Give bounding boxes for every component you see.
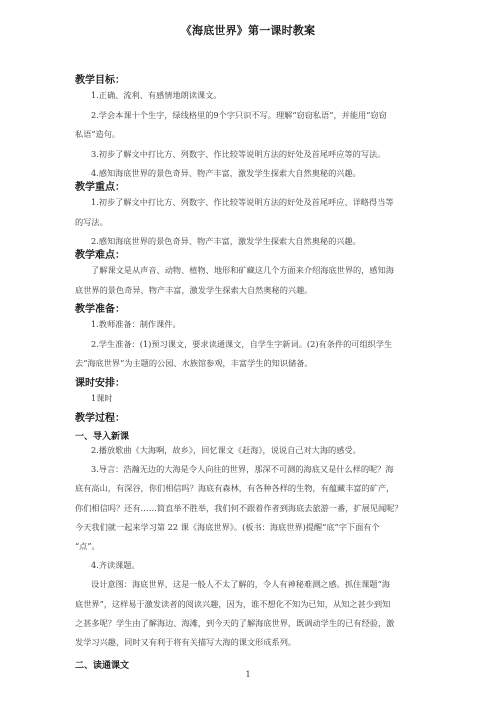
prep-line: 1.教师准备：制作课件。: [91, 319, 181, 329]
heading-prep: 教学准备：: [75, 304, 125, 315]
key-line: 1.初步了解文中打比方、列数字、作比较等说明方法的好处及首尾呼应、详略得当等: [91, 197, 394, 207]
key-line: 的写法。: [75, 216, 108, 227]
process-line: 你们相信吗？还有……简直举不胜举，我们何不跟着作者到海底去旅游一番，扩展见闻呢？: [75, 502, 403, 513]
difficulty-line: 了解课文是从声音、动物、植物、地形和矿藏这几个方面来介绍海底世界的，感知海: [91, 265, 394, 275]
process-line: 发学习兴趣，同时又有利于将有关描写大海的课文形成系列。: [75, 637, 297, 648]
goals-line: 2.学会本课十个生字，绿线格里的9个字只识不写。理解“窃窃私语”，并能用“窃窃: [91, 109, 387, 120]
process-line: 底世界”，这样易于激发读者的阅读兴趣，因为，谁不想化不知为已知，从知之甚少到知: [75, 598, 391, 609]
page-number: 1: [245, 670, 251, 679]
process-body: [75, 441, 427, 652]
difficulty-body: [75, 261, 427, 300]
process-line: 之甚多呢？学生由了解海边、海滩，到今天的了解海底世界，既调动学生的已有经验，激: [75, 617, 395, 628]
process-line: 底有高山，有深谷，你们相信吗？海底有森林，有各种各样的生物，有蕴藏丰富的矿产，: [75, 483, 395, 494]
process-line: 4.齐读课题。: [91, 560, 140, 571]
prep-body: [75, 315, 427, 374]
prep-line: 2.学生准备：(1)预习课文，要求读通课文，自学生字新词。(2)有条件的可组织学生: [91, 338, 393, 349]
heading-process: 教学过程：: [75, 413, 125, 424]
schedule-line: 1课时: [91, 393, 113, 403]
process-line: 3.导言：浩瀚无边的大海是令人向往的世界，那深不可测的海底又是什么样的呢？海: [91, 464, 394, 475]
prep-line: 去“海底世界”为主题的公园、水族馆参观，丰富学生的知识储备。: [75, 358, 313, 368]
goals-line: 3.初步了解文中打比方、列数字、作比较等说明方法的好处及首尾呼应等的写法。: [91, 148, 386, 159]
heading-schedule: 课时安排：: [75, 378, 125, 389]
goals-line: 私语”造句。: [75, 129, 121, 139]
heading-key: 教学重点：: [75, 182, 125, 193]
difficulty-line: 底世界的景色奇异、物产丰富，激发学生探索大自然奥秘的兴趣。: [75, 284, 313, 295]
process-line: 设计意图：海底世界，这是一般人不太了解的，令人有神秘难测之感。抓住课题“海: [91, 579, 390, 590]
subheading-intro: 一、导入新课: [75, 432, 130, 442]
process-line: “点”。: [75, 541, 100, 552]
heading-goals: 教学目标：: [75, 75, 125, 86]
key-body: [75, 193, 427, 252]
page-title: 《海底世界》第一课时教案: [180, 24, 316, 37]
process-line: 2.播放歌曲《大海啊，故乡》，回忆课文《赶海》，说说自己对大海的感受。: [91, 445, 361, 455]
goals-line: 1.正确、流利、有感情地朗读课文。: [91, 90, 222, 100]
goals-line: 4.感知海底世界的景色奇异、物产丰富，激发学生探索大自然奥秘的兴趣。: [91, 168, 361, 178]
heading-difficulty: 教学难点：: [75, 250, 125, 261]
subheading-read: 二、读通课文: [75, 661, 130, 671]
process-line: 今天我们就一起来学习第 22 课《海底世界》。(板书：海底世界)提醒“底”字下面有个: [75, 521, 380, 532]
key-line: 2.感知海底世界的景色奇异、物产丰富，激发学生探索大自然奥秘的兴趣。: [91, 236, 361, 246]
schedule-body: [75, 389, 427, 409]
goals-body: [75, 86, 427, 184]
